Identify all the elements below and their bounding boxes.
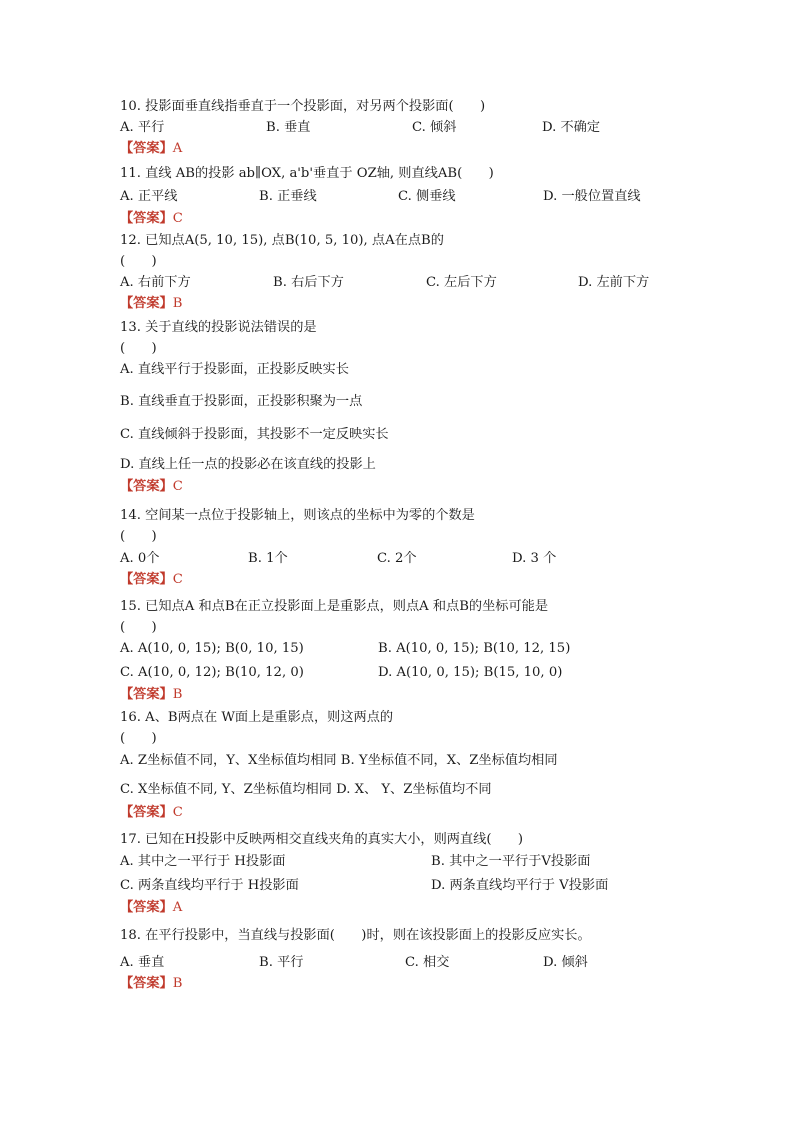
question-14-answer bbox=[120, 572, 183, 588]
question-12-option-a: A. 右前下方 bbox=[120, 275, 191, 290]
answer-value: B bbox=[172, 687, 183, 702]
question-18-option-d: D. 倾斜 bbox=[543, 955, 588, 970]
question-17-option-b: B. 其中之一平行于V投影面 bbox=[431, 854, 591, 869]
question-14-option-c: C. 2个 bbox=[377, 551, 417, 566]
question-16-options-line-1: A. Z坐标值不同，Y、X坐标值均相同 B. Y坐标值不同，X、Z坐标值均相同 bbox=[120, 753, 558, 768]
answer-value: B bbox=[172, 296, 183, 311]
question-14-option-d: D. 3 个 bbox=[512, 551, 557, 566]
question-15-answer bbox=[120, 687, 182, 703]
question-10-option-c: C. 倾斜 bbox=[412, 120, 457, 135]
question-17-stem: 17. 已知在H投影中反映两相交直线夹角的真实大小，则两直线( ) bbox=[120, 832, 524, 847]
question-10-option-a: A. 平行 bbox=[120, 120, 165, 135]
question-18-stem: 18. 在平行投影中，当直线与投影面( )时，则在该投影面上的投影反应实长。 bbox=[120, 928, 591, 943]
question-15-stem: 15. 已知点A 和点B在正立投影面上是重影点，则点A 和点B的坐标可能是 bbox=[120, 599, 549, 614]
question-18-option-a: A. 垂直 bbox=[120, 955, 165, 970]
question-10-stem: 10. 投影面垂直线指垂直于一个投影面，对另两个投影面( ) bbox=[120, 99, 486, 114]
question-14-option-b: B. 1个 bbox=[248, 551, 288, 566]
question-14-stem: 14. 空间某一点位于投影轴上，则该点的坐标中为零的个数是 bbox=[120, 508, 475, 523]
question-18-answer bbox=[120, 976, 182, 992]
question-17-answer bbox=[120, 900, 182, 916]
question-17-option-c: C. 两条直线均平行于 H投影面 bbox=[120, 878, 299, 893]
answer-value: A bbox=[172, 141, 183, 156]
question-12-stem: 12. 已知点A(5, 10, 15), 点B(10, 5, 10), 点A在点B的 bbox=[120, 233, 444, 248]
question-12-answer bbox=[120, 296, 182, 312]
answer-label: 【答案】 bbox=[120, 976, 173, 991]
question-10-answer bbox=[120, 141, 182, 157]
question-17-option-a: A. 其中之一平行于 H投影面 bbox=[120, 854, 286, 869]
question-12-option-d: D. 左前下方 bbox=[578, 275, 650, 290]
answer-value: B bbox=[172, 976, 183, 991]
answer-label: 【答案】 bbox=[120, 141, 173, 156]
question-15-option-c: C. A(10, 0, 12); B(10, 12, 0) bbox=[120, 665, 304, 680]
question-16-paren: ( ) bbox=[120, 731, 157, 746]
question-16-options-line-2: C. X坐标值不同, Y、Z坐标值均相同 D. X、 Y、Z坐标值均不同 bbox=[120, 782, 492, 797]
answer-label: 【答案】 bbox=[120, 805, 173, 820]
question-13-answer bbox=[120, 479, 183, 495]
question-13-stem: 13. 关于直线的投影说法错误的是 bbox=[120, 320, 317, 335]
question-18-option-b: B. 平行 bbox=[259, 955, 304, 970]
question-11-option-c: C. 侧垂线 bbox=[398, 189, 456, 204]
question-11-stem: 11. 直线 AB的投影 ab∥OX, a'b'垂直于 OZ轴, 则直线AB( ) bbox=[120, 166, 494, 181]
question-13-option-c: C. 直线倾斜于投影面，其投影不一定反映实长 bbox=[120, 427, 389, 442]
question-13-option-b: B. 直线垂直于投影面，正投影积聚为一点 bbox=[120, 394, 363, 409]
question-11-answer bbox=[120, 211, 183, 227]
answer-value: C bbox=[172, 572, 183, 587]
answer-label: 【答案】 bbox=[120, 900, 173, 915]
question-18-option-c: C. 相交 bbox=[405, 955, 450, 970]
question-13-option-a: A. 直线平行于投影面，正投影反映实长 bbox=[120, 362, 349, 377]
question-17-option-d: D. 两条直线均平行于 V投影面 bbox=[431, 878, 609, 893]
answer-value: C bbox=[172, 211, 183, 226]
question-14-option-a: A. 0个 bbox=[120, 551, 160, 566]
question-10-option-b: B. 垂直 bbox=[266, 120, 311, 135]
question-11-option-d: D. 一般位置直线 bbox=[543, 189, 641, 204]
answer-label: 【答案】 bbox=[120, 572, 173, 587]
answer-value: C bbox=[172, 805, 183, 820]
answer-label: 【答案】 bbox=[120, 296, 173, 311]
question-12-option-c: C. 左后下方 bbox=[426, 275, 497, 290]
question-12-paren: ( ) bbox=[120, 254, 157, 269]
answer-value: A bbox=[172, 900, 183, 915]
question-10-option-d: D. 不确定 bbox=[542, 120, 601, 135]
question-12-option-b: B. 右后下方 bbox=[273, 275, 344, 290]
question-16-stem: 16. A、B两点在 W面上是重影点，则这两点的 bbox=[120, 710, 394, 725]
question-14-paren: ( ) bbox=[120, 529, 157, 544]
question-15-option-a: A. A(10, 0, 15); B(0, 10, 15) bbox=[120, 641, 304, 656]
question-15-paren: ( ) bbox=[120, 620, 157, 635]
question-13-option-d: D. 直线上任一点的投影必在该直线的投影上 bbox=[120, 457, 376, 472]
answer-label: 【答案】 bbox=[120, 479, 173, 494]
question-15-option-d: D. A(10, 0, 15); B(15, 10, 0) bbox=[378, 665, 563, 680]
answer-label: 【答案】 bbox=[120, 211, 173, 226]
question-11-option-a: A. 正平线 bbox=[120, 189, 178, 204]
question-11-option-b: B. 正垂线 bbox=[259, 189, 317, 204]
question-13-paren: ( ) bbox=[120, 341, 157, 356]
question-16-answer bbox=[120, 805, 183, 821]
question-15-option-b: B. A(10, 0, 15); B(10, 12, 15) bbox=[378, 641, 571, 656]
answer-value: C bbox=[172, 479, 183, 494]
answer-label: 【答案】 bbox=[120, 687, 173, 702]
